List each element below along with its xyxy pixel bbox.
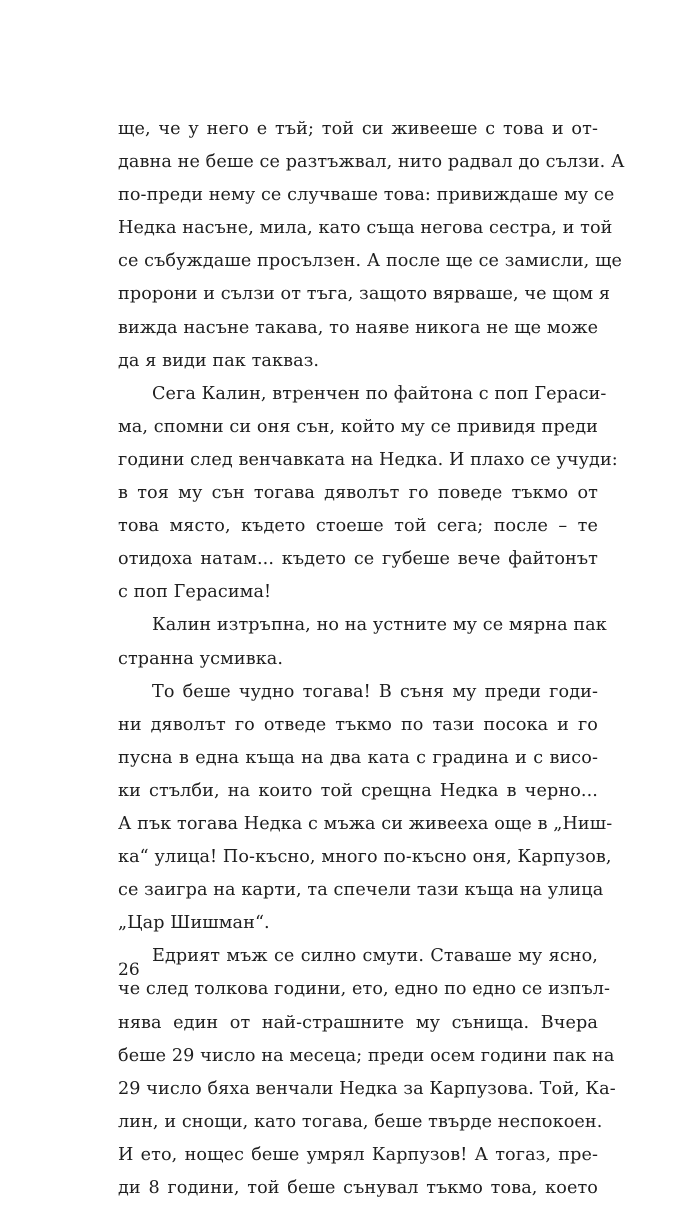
text-line: пусна в една къща на два ката с градина и с висо-: [118, 747, 598, 768]
text-line: ни дяволът го отведе тъкмо по тази посока и го: [118, 714, 598, 735]
text-line: Калин изтръпна, но на устните му се мярна пак: [152, 615, 607, 636]
body-text: [118, 113, 625, 1205]
text-line: лин, и снощи, като тогава, беше твърде неспокоен.: [118, 1111, 603, 1132]
text-line: То беше чудно тогава! В съня му преди годи-: [152, 681, 598, 702]
text-line: години след венчавката на Недка. И плахо се учуди:: [118, 449, 618, 470]
text-line: И ето, нощес беше умрял Карпузов! А тогаз, пре-: [118, 1144, 598, 1165]
text-line: по-преди нему се случваше това: привиждаше му се: [118, 185, 615, 206]
text-line: „Цар Шишман“.: [118, 913, 270, 934]
text-line: А пък тогава Недка с мъжа си живееха още в „Ниш-: [118, 813, 613, 834]
text-line: странна усмивка.: [118, 648, 284, 669]
text-line: с поп Герасима!: [118, 582, 272, 603]
text-line: ки стълби, на които той срещна Недка в черно...: [118, 780, 598, 801]
text-line: отидоха натам... където се губеше вече файтонът: [118, 549, 598, 570]
text-line: ще, че у него е тъй; той си живееше с това и от-: [118, 119, 598, 139]
text-line: това място, където стоеше той сега; после – те: [118, 516, 598, 537]
text-line: вижда насъне такава, то наяве никога не ще може: [118, 317, 599, 338]
text-line: да я види пак такваз.: [118, 350, 320, 371]
text-line: Недка насъне, мила, като съща негова сестра, и той: [118, 218, 613, 239]
text-line: пророни и сълзи от тъга, защото вярваше, че щом я: [118, 284, 611, 305]
text-line: ди 8 години, той беше сънувал тъкмо това, което: [118, 1178, 598, 1198]
text-line: се събуждаше просълзен. А после ще се замисли, ще: [118, 251, 623, 272]
text-line: в тоя му сън тогава дяволът го поведе тъкмо от: [118, 483, 598, 504]
text-line: 29 число бяха венчали Недка за Карпузова. Той, Ка-: [118, 1078, 616, 1099]
text-line: беше 29 число на месеца; преди осем години пак на: [118, 1045, 615, 1066]
text-line: давна не беше се разтъжвал, нито радвал до сълзи. А: [118, 152, 625, 173]
text-line: ка“ улица! По-късно, много по-късно оня, Карпузов,: [118, 847, 612, 868]
page-number: 26: [118, 960, 140, 980]
text-line: Сега Калин, втренчен по файтона с поп Гераси-: [152, 383, 607, 404]
text-line: Едрият мъж се силно смути. Ставаше му ясно,: [152, 946, 598, 967]
text-line: се заигра на карти, та спечели тази къща на улица: [118, 880, 604, 901]
text-line: ма, спомни си оня сън, който му се привидя преди: [118, 416, 598, 437]
text-line: нява един от най-страшните му сънища. Вчера: [118, 1012, 598, 1033]
text-line: че след толкова години, ето, едно по едно се изпъл-: [118, 979, 611, 1000]
